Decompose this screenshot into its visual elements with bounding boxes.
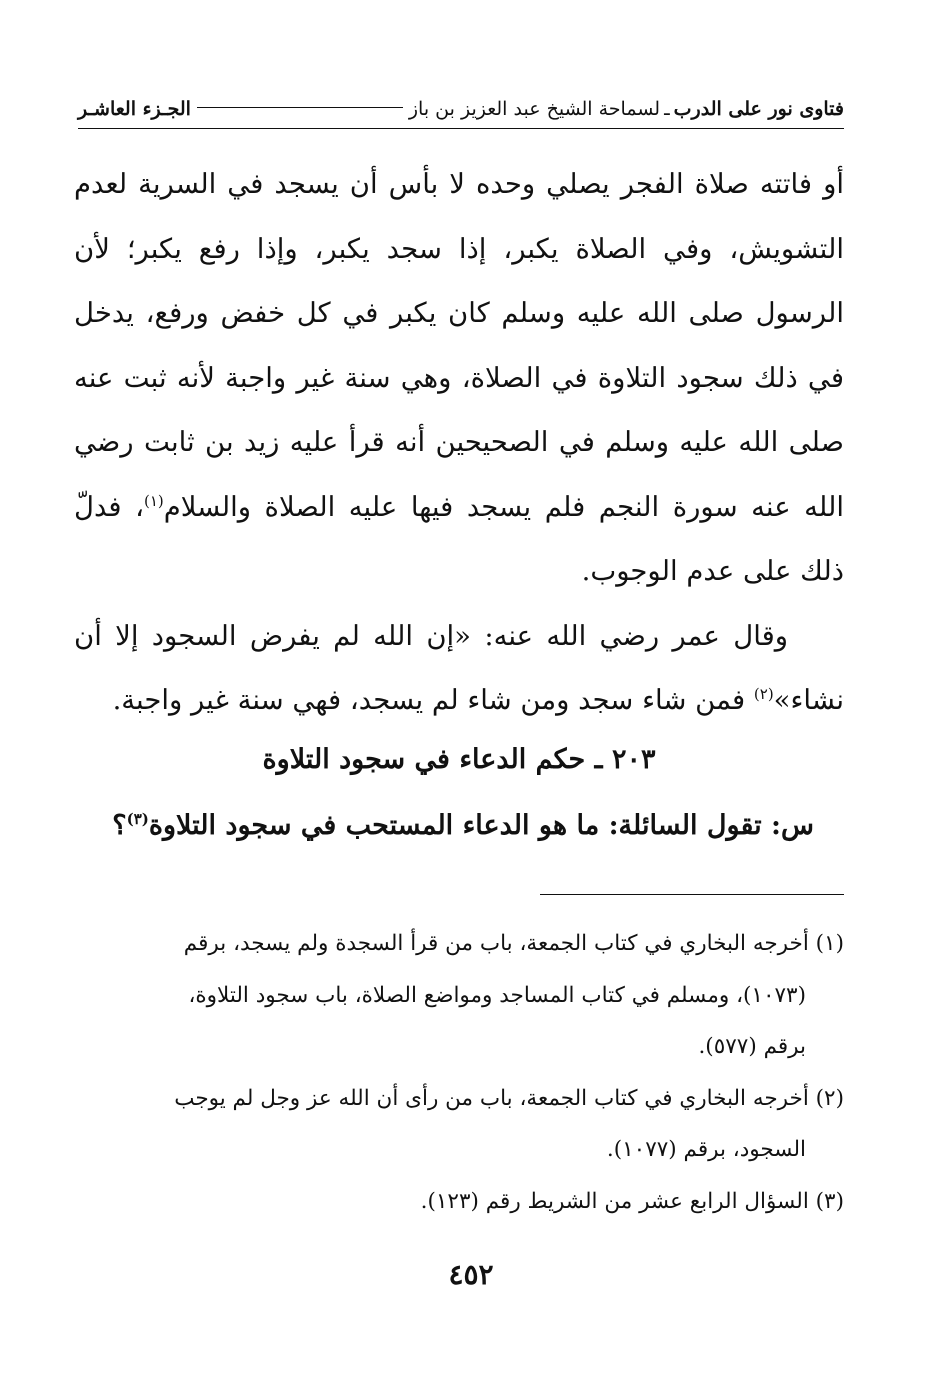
question-mark: ؟ <box>112 810 127 841</box>
footnote-2-cont <box>74 1124 844 1176</box>
footnote-line: أخرجه البخاري في كتاب الجمعة، باب من قرأ السجدة ولم يسجد، برقم <box>183 931 809 956</box>
author-name: لسماحة الشيخ عبد العزيز بن باز <box>408 98 661 120</box>
question-line <box>74 810 814 841</box>
volume-label: الجـزء العاشـر <box>78 98 191 120</box>
header-separator: ـ <box>664 98 670 120</box>
page-number: ٤٥٢ <box>448 1258 494 1291</box>
footnote-1-cont <box>74 1021 844 1073</box>
footnotes <box>74 918 844 1227</box>
footnote-number: (١) <box>815 931 844 956</box>
paragraph-2-tail: فمن شاء سجد ومن شاء لم يسجد، فهي سنة غير واجبة. <box>112 684 754 716</box>
footnote-line: (١٠٧٣)، ومسلم في كتاب المساجد ومواضع الصلاة، باب سجود التلاوة، <box>188 982 806 1008</box>
footnote-line: برقم (٥٧٧). <box>698 1034 806 1059</box>
book-title: فتاوى نور على الدرب <box>673 98 844 120</box>
footnote-3 <box>74 1176 844 1228</box>
footnote-number: (٢) <box>815 1085 844 1111</box>
header-divider <box>78 128 844 129</box>
footnote-2 <box>74 1073 844 1125</box>
running-header <box>78 98 844 120</box>
paragraph-1 <box>74 152 844 604</box>
footnote-divider <box>540 894 844 895</box>
paragraph-2 <box>74 604 844 733</box>
footnote-1-cont <box>74 970 844 1022</box>
header-dash-rule <box>197 107 403 108</box>
paragraph-1-text: أو فاتته صلاة الفجر يصلي وحده لا بأس أن يسجد في السرية لعدم التشويش، وفي الصلاة يكبر، إذا سجد يكبر، وإذا رفع يكبر؛ لأن الرسول صلى الله عليه وسلم كان يكبر في كل خفض ورفع، يدخل في ذلك سجود التلاوة في الصلاة، وهي سنة غير واجبة لأنه ثبت عنه صلى الله عليه وسلم في الصحيحين أنه قرأ عليه زيد بن ثابت رضي الله عنه سورة النجم فلم يسجد فيها عليه الصلاة والسلام <box>74 168 844 523</box>
footnote-number: (٣) <box>815 1188 844 1214</box>
question-text: س: تقول السائلة: ما هو الدعاء المستحب في سجود التلاوة <box>148 810 814 841</box>
main-text <box>74 152 844 733</box>
paragraph-2-text: وقال عمر رضي الله عنه: «إن الله لم يفرض السجود إلا أن نشاء» <box>74 619 844 716</box>
footnote-ref-3: (٣) <box>126 810 149 828</box>
footnote-line: السؤال الرابع عشر من الشريط رقم (١٢٣). <box>420 1188 809 1214</box>
paragraph-1-tail: ، فدلّ ذلك على عدم الوجوب. <box>74 490 844 587</box>
footnote-ref-2: (٢) <box>753 684 774 703</box>
footnote-1 <box>74 918 844 970</box>
footnote-line: السجود، برقم (١٠٧٧). <box>606 1137 806 1162</box>
section-heading: ٢٠٣ ـ حكم الدعاء في سجود التلاوة <box>262 744 656 775</box>
footnote-ref-1: (١) <box>143 491 164 510</box>
footnote-line: أخرجه البخاري في كتاب الجمعة، باب من رأى أن الله عز وجل لم يوجب <box>174 1085 809 1111</box>
